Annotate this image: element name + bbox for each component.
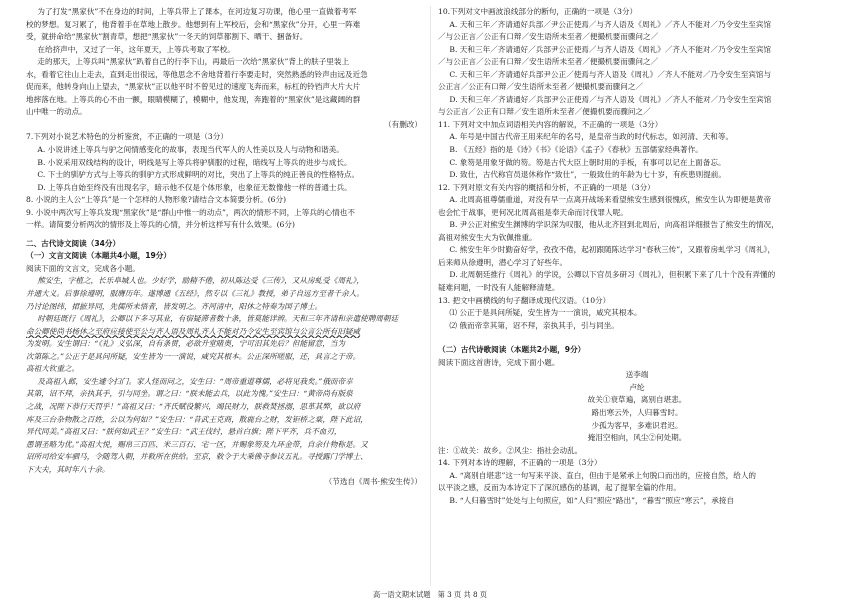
q11-option-a: A. 年号是中国古代帝王用来纪年的名号，是皇帝当政的时代标志，如河清、天和等。	[449, 132, 734, 142]
story-line: 促而来，他转身向山上望去，“黑家伙”正以他平时不曾见过的速度飞奔而来，标杠的铃铛声大片大片	[26, 82, 361, 92]
q12-option-line: 高祖对熊安生大为钦佩推重。	[438, 232, 537, 242]
wenyan-source: （节选自《周书·熊安生传》）	[324, 477, 422, 487]
source-note: （有删改）	[384, 119, 422, 129]
wenyan-line: 之战，况陛下恭行天罚乎！”高祖又曰：“齐氏赋役繁兴，竭民财力，朕救焚拯溺，思革其弊，欲以府	[26, 401, 361, 411]
q10-option-line: D. 天和三年／齐请通好／兵部尹公正使焉／与齐人语及《周礼》／齐人不能对／乃令安生至宾馆	[449, 94, 772, 104]
q13-item-2: ⑵ 俄而帝幸其第，诏不拜，亲执其手，引与同坐。	[449, 320, 619, 330]
q11-option-c: C. 象笏是用象牙做的笏。笏是古代大臣上朝时用的手板，有事可以记在上面备忘。	[449, 157, 726, 167]
column-divider	[430, 6, 431, 586]
wenyan-line: 异代同美。”高祖又曰：“朕何如武王？”安生曰：“武王伐纣，悬首白旗；陛下平齐，兵不血刃，	[26, 427, 342, 437]
question-9-line: 9. 小说中两次写上等兵发现“黑家伙”是“群山中惟一的动点”，两次的情形不同，上等兵的心情也不	[26, 207, 355, 217]
wenyan-line: 高祖大钦重之。	[26, 364, 80, 374]
story-line: 走的那天，上等兵叫“黑家伙”趴着自己的行李下山，再最后一次给“黑家伙”背上的肤子里装上	[37, 57, 350, 67]
question-7: 7.下列对小说艺术特色的分析鉴赏，不正确的一项是（3分）	[26, 132, 228, 142]
q7-option-d: D. 上等兵自始至终没有出现名字，暗示他不仅是个体形象，也象征无数像他一样的普通士兵。	[37, 182, 352, 192]
poem-line: 路出寒云外，人归暮雪时。	[591, 407, 683, 417]
q14-option-line: 以平淡之感，反而为本诗定下了深沉感伤的基调，起了提挈全篇的作用。	[438, 483, 681, 493]
page-footer: 高一语文期末试题 第 3 页 共 8 页	[372, 590, 487, 599]
wenyan-intro: 阅读下面的文言文，完成各小题。	[26, 263, 140, 273]
question-8: 8. 小说的主人公“上等兵”是一个怎样的人物形象?请结合文本简要分析。(6分)	[26, 195, 287, 205]
q12-option-line: 疑难问题，一时没有人能解释清楚。	[438, 283, 560, 293]
wenyan-line: 并通大义。后事徐遵明，服膺历年。遂博通《五经》，然专以《三礼》教授，弟子自远方至者千余人。	[26, 289, 364, 299]
wenyan-line: 及高祖入邺，安生遽令扫门。家人怪而问之，安生曰：“周帝重道尊儒，必将见我矣。”俄而帝幸	[37, 376, 353, 386]
question-14: 14. 下列对本诗的理解，不正确的一项是（3分）	[438, 458, 602, 468]
poem-author: 卢纶	[629, 382, 645, 392]
q12-option-line: C. 熊安生年少时勤奋好学，孜孜不倦，起初跟随陈达学习“春秋三传”，又跟着房虬学习《周礼》，	[449, 245, 776, 255]
poem-line: 掩泪空相向，风尘②何处期。	[587, 433, 687, 443]
q10-option-line: 公正言／公正有口辩／安生语所未至者／便撮机要而骤问之／	[438, 82, 644, 92]
story-line: 受，就拼命给“黑家伙”割青草，想把“黑家伙”一冬天的饲草都割下、晒干、捆备好。	[26, 32, 308, 42]
poem-title: 送李端	[625, 370, 649, 380]
story-line: 校的梦想。复习累了，他背着手在草地上散步。他想到有上军校后，会和“黑家伙”分开，心里一阵难	[26, 19, 361, 29]
left-column	[26, 6, 430, 489]
question-10: 10.下列对文中画波浪线部分的断句，正确的一项是（3分）	[438, 7, 638, 16]
q11-option-b: B. 《五经》指的是《诗》《书》《论语》《孟子》《春秋》五部儒家经典著作。	[449, 145, 703, 155]
section-2-1-heading: （一）文言文阅读（本题共4小题，19分）	[26, 251, 171, 261]
wenyan-line: 乃讨论图纬，捃摭异同，先儒所未悟者，皆发明之。齐河清中，阳休之特奏为国子博士。	[26, 301, 323, 311]
wenyan-line: 熊安生，字植之，长乐阜城人也。少好学，励精不倦，初从陈达受《三传》，又从房虬受《周礼》，	[37, 276, 364, 286]
q10-option-line: C. 天和三年／齐请通好兵部尹公正／使焉与齐人语及《周礼》／齐人不能对／乃令安生至宾馆与	[449, 69, 772, 79]
story-line: 地摔落在地。上等兵的心不由一颤，眼睛模糊了，模糊中，他发现，奔跑着的“黑家伙”是这藏阔的群	[26, 94, 361, 104]
poem-intro: 阅读下面这首唐诗，完成下面小题。	[438, 357, 560, 367]
q7-option-c: C. 下士的驯驴方式与上等兵的驯驴方式形成鲜明的对比，突出了上等兵的纯正善良的性格特点。	[37, 170, 360, 180]
q10-option-line: 与公正言／公正有口辩／安生语所未至者／便撮机要而骤问之／	[438, 107, 651, 117]
story-line: 为了打发“黑家伙”不在身边的时间，上等兵带上了课本，在河边复习功课，他心里一直做着考军	[37, 7, 357, 16]
q10-option-line: B. 天和三年／齐请通好／兵部尹公正使焉／与齐人语及《周礼》／齐人不能对／乃令安生至宾馆	[449, 44, 772, 54]
q12-option-line: B. 尹公正对熊安生渊博的学识深为叹服，他从北齐回到北周后，向高祖详细报告了熊安生的情况，	[449, 220, 779, 230]
q12-option-line: D. 北周朝廷推行《周礼》的学说，公卿以下官员多研习《周礼》，但积累下来了几十个没有弄懂的	[449, 270, 776, 280]
q14-option-line: A. “离别自堪悲”这一句写来平淡、直白，但由于是紧承上句脱口而出的，应接自然，给人的	[449, 470, 757, 480]
wenyan-line: 诏所司给安车驷马，令随驾入朝，并敕所在供给。至京，敕令于大乘佛寺参议五礼。寻授露门学博士、	[26, 452, 368, 462]
q12-option-line: A. 北周高祖尊儒重道，对没有早一点离开战场来看望熊安生感到很愧疚，熊安生认为即便是黄帝	[449, 195, 772, 205]
wenyan-line: 愚谓圣略为优。”高祖大悦，赐帛三百匹、米三百石、宅一区，并赐象笏及九环金带，自余什物称是。又	[26, 439, 368, 449]
question-11: 11. 下列对文中加点词语相关内容的解说，不正确的一项是（3分）	[438, 119, 663, 129]
q10-option-line: ／与公正言／公正有口辩／安生语所未至者／便撮机要而骤问之／	[438, 57, 659, 67]
wenyan-line: 为发明。安生谓曰：“《礼》义弘深，自有条贯，必欲升堂睹奥，宁可汨其先后？但能留意，当为	[26, 339, 346, 349]
q12-option-line: 也会忙于战事，更何况北周高祖是奉天命而讨伐罪人呢。	[438, 207, 628, 217]
q13-item-1: ⑴ 公正于是具问所疑，安生皆为一一演说，咸究其根本。	[449, 308, 642, 318]
wenyan-line: 库及三台杂物散之百姓，公以为何如？”安生曰：“昔武王克商，散鹿台之财，发钜桥之粟，陛下此诏，	[26, 414, 368, 424]
question-12: 12. 下列对原文有关内容的概括和分析，不正确的一项是（3分）	[438, 182, 655, 192]
poem-line: 故关①衰草遍，离别自堪悲。	[587, 395, 687, 405]
question-13: 13. 把文中画横线的句子翻译成现代汉语。（10分）	[438, 295, 611, 305]
wenyan-line: 其第，诏不拜，亲执其手，引与同坐。谓之曰：“朕未能去兵，以此为愧。”安生曰：“黄帝尚有版泉	[26, 389, 353, 399]
wenyan-line: 次第陈之。”公正于是具问所疑，安生皆为一一演说，咸究其根本。公正深所嗟服，还，具言之于帝。	[26, 351, 361, 361]
section-2-2-heading: （二）古代诗歌阅读（本题共2小题，9分）	[438, 345, 586, 355]
wenyan-line-wavy: 命公卿使尚书杨休之至府应接使至公与齐人语及周礼齐人不能对乃令安生至宾馆与公言公所有旧疑咸	[26, 326, 361, 336]
question-9-line: 一样。请简要分析两次的情形及上等兵的心情，并分析这样写有什么效果。(6分)	[26, 220, 295, 230]
section-2-heading: 二、古代诗文阅读（34分）	[26, 238, 121, 248]
q14-option-line: B. “人归暮雪时”处处与上句照应，如“人归”照应“路出”，“暮雪”照应“寒云”，承接自	[449, 495, 735, 505]
poem-line: 少孤为客早，多难识君迟。	[591, 420, 683, 430]
q12-option-line: 后来师从徐遵明，潜心学习了好些年。	[438, 257, 568, 267]
poem-notes: 注：①故关：故乡。②风尘：指社会动乱。	[438, 445, 583, 455]
right-column	[438, 6, 836, 507]
story-line: 水，看着它往山上走去，直到走出很远，等他思念不舍地背着行李要走时，突然熟悉的铃声由远及近急	[26, 69, 368, 79]
wenyan-line: 时朝廷既行《周礼》，公卿以下多习其业，有宿疑滞者数十条，皆莫能详辨。天和三年齐请和亲遣使聘周朝廷	[37, 314, 399, 324]
story-line: 山中唯一的动点。	[26, 107, 87, 117]
wenyan-line: 下大夫，其时年八十余。	[26, 464, 110, 474]
q11-option-d: D. 致仕，古代称官员退休称作“致仕”，一般致仕的年龄为七十岁，有疾患则提前。	[449, 170, 726, 180]
q7-option-a: A. 小说讲述上等兵与驴之间情感变化的故事，表现当代军人的人性美以及人与动物和谐美。	[37, 145, 344, 155]
q10-option-line: ／与公正言／公正有口辩／安生语所未至者／便撮机要而骤问之／	[438, 32, 659, 42]
q7-option-b: B. 小说采用双线结构的设计，明线是写上等兵将驴驯服的过程，暗线写上等兵的进步与成长。	[37, 157, 352, 167]
story-line: 在给挤声中，又过了一年，这年夏天，上等兵考取了军校。	[37, 44, 235, 54]
q10-option-line: A. 天和三年／齐请通好兵部／尹公正使焉／与齐人语及《周礼》／齐人不能对／乃令安生至宾馆	[449, 19, 772, 29]
